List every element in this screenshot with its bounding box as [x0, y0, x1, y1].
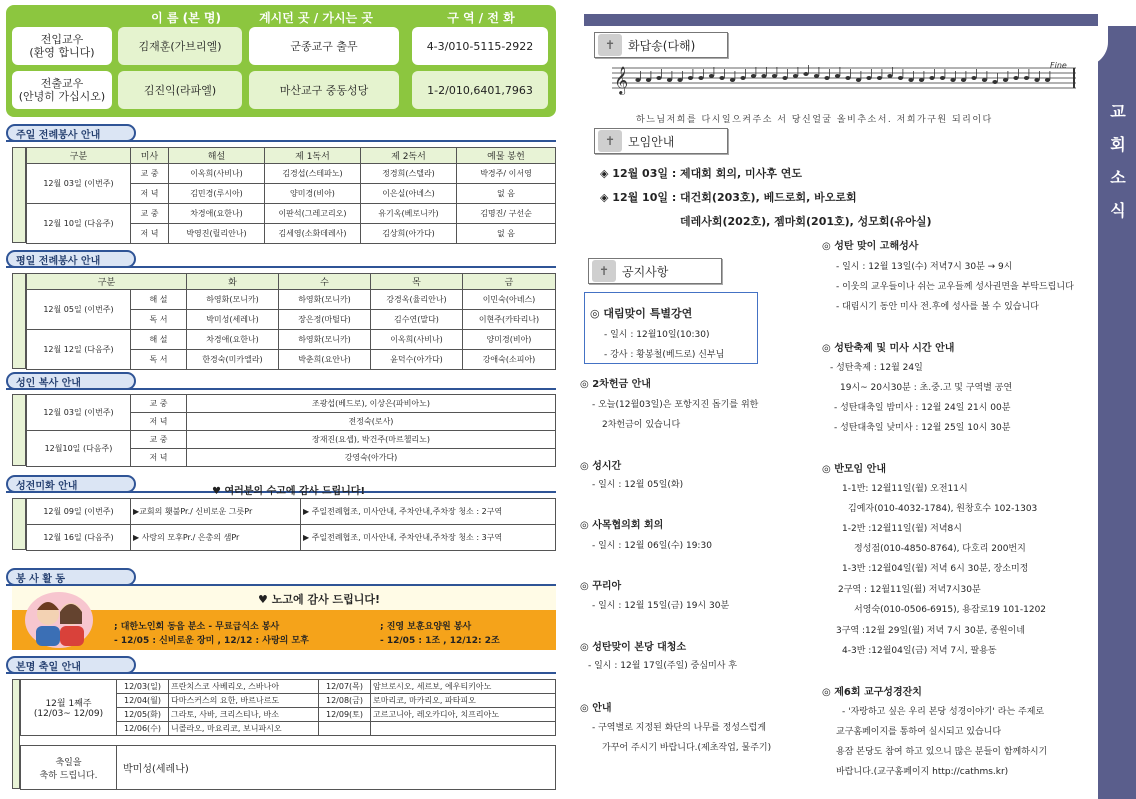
music-note: [835, 74, 840, 78]
col-header: 구분: [27, 148, 131, 164]
celebrate-label: 축일을 축하 드립니다.: [21, 746, 117, 790]
notice-line: - 성탄대축일 밤미사 : 12월 24일 21시 00분: [834, 403, 1011, 413]
date-cell: 12/08(금): [319, 694, 371, 708]
saint-cell: 니콜라오, 마요리코, 보니파시오: [169, 722, 319, 736]
beauty-thanks: ♥ 여러분의 수고에 감사 드립니다!: [212, 486, 366, 497]
table-cell: 양미경(비아): [463, 330, 556, 350]
col-header: 수: [279, 274, 371, 290]
advent-title: ◎ 대림맞이 특별강연: [590, 307, 693, 320]
mass-cell: 저 녁: [131, 413, 187, 431]
music-note: [793, 74, 798, 78]
col-header: 제 2독서: [361, 148, 457, 164]
notice-heading: ◎ 안내: [580, 703, 612, 714]
music-note: [740, 76, 745, 80]
notice-line: - 일시 : 12월 15일(금) 19시 30분: [592, 601, 730, 611]
col-header: 해설: [169, 148, 265, 164]
header-name: 이 름 (본 명): [151, 11, 221, 25]
notice-heading: ◎ 성탄 맞이 고해성사: [822, 241, 919, 252]
table-cell: 박영진(릴리안나): [169, 224, 265, 244]
banmo-line: 서영숙(010-0506-6915), 용잠로19 101-1202: [854, 605, 1047, 615]
banmo-line: 정성점(010-4850-8764), 다호리 200번지: [854, 544, 1026, 554]
saint-cell: 그라토, 사바, 크리스티나, 바소: [169, 708, 319, 722]
date-cell: [319, 722, 371, 736]
role-cell: 독 서: [131, 310, 187, 330]
table-cell: 김경섭(스테파노): [265, 164, 361, 184]
weekday-table: [26, 273, 556, 370]
notice-heading: ◎ 사목협의회 회의: [580, 520, 664, 531]
table-gutter: [12, 498, 26, 550]
meeting-tag: [594, 128, 728, 154]
music-staff: [612, 58, 1076, 98]
notice-tag: [588, 258, 722, 284]
divider: [6, 266, 556, 268]
side-title-char: 교: [1110, 102, 1126, 121]
notice-line: - 일시 : 12월 13일(수) 저녁7시 30분 → 9시: [836, 262, 1013, 272]
notice-heading: ◎ 성시간: [580, 461, 622, 472]
music-note: [814, 74, 819, 78]
banmo-line: 1-1반: 12월11일(월) 오전11시: [842, 484, 968, 494]
table-cell: 김상희(아가다): [361, 224, 457, 244]
saint-cell: 로마리코, 마카리오, 파타피오: [371, 694, 556, 708]
table-cell: 이현주(카타리나): [463, 310, 556, 330]
advent-speaker: - 강사 : 황봉철(베드로) 신부님: [604, 350, 725, 360]
music-note: [772, 74, 777, 78]
music-note: [824, 76, 829, 80]
hymn-lyrics: 하느님저희를 다시일으켜주소 서 당신얼굴 올비추소서. 저희가구원 되리이다: [636, 115, 993, 125]
notice-heading: ◎ 꾸리아: [580, 581, 622, 592]
table-cell: 김명진/ 구선순: [457, 204, 556, 224]
date-cell: 12월 03일 (이번주): [27, 164, 131, 204]
music-note: [646, 78, 651, 82]
music-note: [982, 78, 987, 82]
music-note: [667, 78, 672, 82]
music-note: [730, 78, 735, 82]
role-cell: 독 서: [131, 350, 187, 370]
banmo-line: 2구역 : 12월11일(월) 저녁7시30분: [838, 585, 981, 595]
table-cell: 양미경(비아): [265, 184, 361, 204]
music-note: [761, 74, 766, 78]
priest-icon: ✝: [598, 34, 622, 56]
weekday-title: 평일 전례봉사 안내: [6, 250, 136, 268]
fine-mark: Fine: [1050, 61, 1067, 70]
service-right-title: ; 진영 보훈요양원 봉사: [380, 622, 472, 632]
table-cell: ▶ 사랑의 모후Pr./ 은총의 샘Pr: [131, 525, 301, 551]
bible-line: 바랍니다.(교구홈페이지 http://cathms.kr): [836, 767, 1009, 777]
notice-line: - 오늘(12월03일)은 포항지진 돕기를 위한: [592, 400, 759, 410]
bible-line: 용잠 본당도 참여 하고 있으니 많은 분들이 함께하시기: [836, 747, 1048, 757]
col-header: 목: [371, 274, 463, 290]
top-banner: [584, 14, 1098, 26]
music-note: [898, 76, 903, 80]
left-page: [0, 0, 560, 799]
table-cell: 윤덕수(아가다): [371, 350, 463, 370]
mass-cell: 저 녁: [131, 184, 169, 204]
table-cell: ▶ 주일전례협조, 미사안내, 주차안내,주차장 청소 : 3구역: [301, 525, 556, 551]
music-note: [1024, 76, 1029, 80]
date-cell: 12월 12일 (다음주): [27, 330, 131, 370]
divider: [6, 672, 556, 674]
table-cell: 김민경(루시아): [169, 184, 265, 204]
meeting-line: 데레사회(202호), 젬마회(201호), 성모회(유아실): [680, 215, 932, 228]
hymn-title: 화답송(다해): [628, 38, 696, 53]
transfer-box: [6, 5, 556, 117]
table-gutter: [12, 147, 26, 243]
beauty-table: [26, 498, 556, 551]
banmo-line: 4-3반 :12월04일(금) 저녁 7시, 팔용동: [842, 646, 997, 656]
notice-line: - 일시 : 12월 17일(주일) 중심미사 후: [588, 661, 738, 671]
saint-cell: 고르고니아, 레오카디아, 치프리아노: [371, 708, 556, 722]
col-header: 미사: [131, 148, 169, 164]
transfer-out-label: 전출교우 (안녕히 가십시오): [12, 71, 112, 109]
table-cell: 없 음: [457, 224, 556, 244]
banmo-line: 1-3반 :12월04일(월) 저녁 6시 30분, 장소미정: [842, 564, 1029, 574]
service-title: 봉 사 활 동: [6, 568, 136, 586]
table-cell: ▶교회의 횃불Pr./ 신비로운 그릇Pr: [131, 499, 301, 525]
banmo-line: 김예자(010-4032-1784), 원창호수 102-1303: [848, 504, 1038, 514]
date-cell: 12월 09일 (이번주): [27, 499, 131, 525]
notice-line: - 성탄축제 : 12월 24일: [830, 363, 923, 373]
date-cell: 12/03(일): [117, 680, 169, 694]
couple-illustration: [22, 588, 96, 650]
notice-line: - 구역별로 지정된 화단의 나무를 정성스럽게: [592, 723, 767, 733]
music-note: [656, 76, 661, 80]
mass-cell: 교 중: [131, 431, 187, 449]
table-cell: 이옥희(사비나): [169, 164, 265, 184]
music-note: [751, 74, 756, 78]
table-cell: 강영숙(아가다): [187, 449, 556, 467]
notice-line: - 일시 : 12월 06일(수) 19:30: [592, 541, 712, 551]
priest-icon: ✝: [592, 260, 616, 282]
table-cell: 박경주/ 이서영: [457, 164, 556, 184]
music-note: [1003, 78, 1008, 82]
notice-title: 공지사항: [622, 264, 669, 279]
music-note: [877, 76, 882, 80]
table-gutter: [12, 394, 26, 466]
notice-heading: ◎ 성탄맞이 본당 대청소: [580, 642, 687, 653]
divider: [6, 388, 556, 390]
date-cell: 12월 05일 (이번주): [27, 290, 131, 330]
table-cell: 정경희(스텔라): [361, 164, 457, 184]
music-note: [908, 78, 913, 82]
music-note: [782, 76, 787, 80]
meeting-title: 모임안내: [628, 134, 675, 149]
music-note: [688, 76, 693, 80]
date-cell: 12/07(목): [319, 680, 371, 694]
music-note: [856, 78, 861, 82]
notice-line: - 성탄대축일 낮미사 : 12월 25일 10시 30분: [834, 423, 1011, 433]
date-cell: 12월 10일 (다음주): [27, 204, 131, 244]
sunday-table: [26, 147, 556, 244]
table-cell: 장재진(요셉), 박건주(마르첼리노): [187, 431, 556, 449]
music-note: [1034, 78, 1039, 82]
music-note: [919, 78, 924, 82]
notice-heading: ◎ 제6회 교구성경잔치: [822, 687, 922, 698]
mass-cell: 저 녁: [131, 224, 169, 244]
col-header: 구분: [27, 274, 187, 290]
celebrant-name: 박미성(세레나): [117, 746, 556, 790]
date-cell: 12월 03일 (이번주): [27, 395, 131, 431]
mass-cell: 교 중: [131, 204, 169, 224]
date-cell: 12월10일 (다음주): [27, 431, 131, 467]
banmo-line: 1-2반 :12월11일(월) 저녁8시: [842, 524, 962, 534]
saint-cell: 프란치스코 사베리오, 스바나아: [169, 680, 319, 694]
music-note: [950, 78, 955, 82]
beauty-title: 성전미화 안내: [6, 475, 136, 493]
notice-line: 가꾸어 주시기 바랍니다.(제초작업, 물주기): [602, 743, 772, 753]
banmo-line: 3구역 :12월 29일(월) 저녁 7시 30분, 종원이네: [836, 626, 1025, 636]
col-header: 화: [187, 274, 279, 290]
adult-table: [26, 394, 556, 467]
sunday-title: 주일 전례봉사 안내: [6, 124, 136, 142]
table-gutter: [12, 679, 20, 789]
notice-line: 2차헌금이 있습니다: [602, 420, 681, 430]
date-cell: 12월 16일 (다음주): [27, 525, 131, 551]
music-note: [971, 76, 976, 80]
mass-cell: 저 녁: [131, 449, 187, 467]
header-contact: 구 역 / 전 화: [447, 11, 515, 25]
table-cell: 하영화(모니카): [279, 290, 371, 310]
music-note: [929, 76, 934, 80]
saint-cell: [371, 722, 556, 736]
music-note: [719, 76, 724, 80]
side-title: [1107, 95, 1129, 227]
role-cell: 해 설: [131, 290, 187, 310]
week-cell: 12월 1째주 (12/03~ 12/09): [21, 680, 117, 736]
priest-icon: ✝: [598, 130, 622, 152]
side-title-char: 회: [1110, 135, 1126, 154]
feast-table: [20, 679, 556, 736]
table-cell: 김수연(말다): [371, 310, 463, 330]
table-cell: 차경애(요한나): [169, 204, 265, 224]
celebrate-table: [20, 745, 556, 790]
service-left-detail: - 12/05 : 신비로운 장미 , 12/12 : 사랑의 모후: [114, 636, 309, 646]
col-header: 금: [463, 274, 556, 290]
music-note: [1045, 78, 1050, 82]
notice-line: - 일시 : 12월 05일(화): [592, 480, 684, 490]
music-note: [1013, 76, 1018, 80]
date-cell: 12/04(월): [117, 694, 169, 708]
transfer-out-name: 김진익(라파엘): [118, 71, 242, 109]
date-cell: 12/05(화): [117, 708, 169, 722]
music-note: [698, 76, 703, 80]
col-header: 예물 봉헌: [457, 148, 556, 164]
table-cell: 없 음: [457, 184, 556, 204]
table-cell: 박미성(세레나): [187, 310, 279, 330]
mass-cell: 교 중: [131, 395, 187, 413]
table-cell: 조광섭(베드로), 이상은(파비아노): [187, 395, 556, 413]
service-left-title: ; 대한노인회 동읍 분소 - 무료급식소 봉사: [114, 622, 280, 632]
music-note: [940, 76, 945, 80]
table-cell: 한경숙(미카엘라): [187, 350, 279, 370]
date-cell: 12/09(토): [319, 708, 371, 722]
service-right-detail: - 12/05 : 1조 , 12/12: 2조: [380, 636, 500, 646]
col-header: 제 1독서: [265, 148, 361, 164]
table-cell: 강애숙(소피아): [463, 350, 556, 370]
table-cell: 이판석(그레고리오): [265, 204, 361, 224]
table-cell: 강경옥(율리안나): [371, 290, 463, 310]
service-thanks: ♥ 노고에 감사 드립니다!: [258, 593, 380, 606]
notice-heading: ◎ 2차헌금 안내: [580, 379, 651, 390]
notice-heading: ◎ 반모임 안내: [822, 464, 886, 475]
transfer-in-place: 군종교구 출무: [249, 27, 399, 65]
saint-cell: 암브로시오, 세르보, 에우티키아노: [371, 680, 556, 694]
table-cell: 전정숙(로사): [187, 413, 556, 431]
saint-cell: 다마스커스의 요한, 바르나르도: [169, 694, 319, 708]
table-cell: 장은정(마틸다): [279, 310, 371, 330]
table-cell: 유기옥(베로니카): [361, 204, 457, 224]
music-note: [961, 78, 966, 82]
music-note: [992, 80, 997, 84]
svg-text:𝄞: 𝄞: [614, 66, 629, 94]
table-cell: 차경애(요한나): [187, 330, 279, 350]
music-note: [709, 74, 714, 78]
transfer-in-name: 김재훈(가브리엘): [118, 27, 242, 65]
music-note: [677, 78, 682, 82]
notice-line: - 대림시기 동안 미사 전.후에 성사를 볼 수 있습니다: [836, 302, 1039, 312]
table-cell: 박춘희(요안나): [279, 350, 371, 370]
music-note: [845, 76, 850, 80]
table-gutter: [12, 273, 26, 369]
date-cell: 12/06(수): [117, 722, 169, 736]
music-note: [866, 76, 871, 80]
bible-line: - '자랑하고 싶은 우리 본당 성경이야기' 라는 주제로: [842, 707, 1045, 717]
notice-line: 19시~ 20시30분 : 초.중.고 및 구역별 공연: [840, 383, 1013, 393]
meeting-line: ◈ 12월 03일 : 제대회 회의, 미사후 연도: [600, 167, 802, 180]
divider: [6, 140, 556, 142]
table-cell: 이은실(아녜스): [361, 184, 457, 204]
table-cell: 하영화(모니카): [187, 290, 279, 310]
table-cell: 이옥희(사비나): [371, 330, 463, 350]
table-cell: 하영화(모니카): [279, 330, 371, 350]
music-note: [635, 78, 640, 82]
adult-title: 성인 복사 안내: [6, 372, 136, 390]
transfer-in-label: 전입교우 (환영 합니다): [12, 27, 112, 65]
mass-cell: 교 중: [131, 164, 169, 184]
role-cell: 해 설: [131, 330, 187, 350]
feast-title: 본명 축일 안내: [6, 656, 136, 674]
right-page: [580, 0, 1136, 799]
side-title-char: 소: [1110, 168, 1126, 187]
music-note: [803, 72, 808, 76]
transfer-out-place: 마산교구 중동성당: [249, 71, 399, 109]
advent-date: - 일시 : 12월10일(10:30): [604, 330, 710, 340]
notice-heading: ◎ 성탄축제 및 미사 시간 안내: [822, 343, 955, 354]
music-note: [887, 74, 892, 78]
header-place: 계시던 곳 / 가시는 곳: [259, 11, 373, 25]
side-title-char: 식: [1110, 201, 1126, 220]
transfer-in-contact: 4-3/010-5115-2922: [412, 27, 548, 65]
table-cell: ▶ 주일전례협조, 미사안내, 주차안내,주차장 청소 : 2구역: [301, 499, 556, 525]
transfer-out-contact: 1-2/010,6401,7963: [412, 71, 548, 109]
meeting-line: ◈ 12월 10일 : 대건회(203호), 베드로회, 바오로회: [600, 191, 857, 204]
table-cell: 김세영(소화데레사): [265, 224, 361, 244]
bible-line: 교구홈페이지를 통하여 실시되고 있습니다: [836, 727, 1002, 737]
table-cell: 이민숙(아녜스): [463, 290, 556, 310]
notice-line: - 이웃의 교우들이나 쉬는 교우들께 성사권면을 부탁드립니다: [836, 282, 1074, 292]
hymn-tag: [594, 32, 728, 58]
